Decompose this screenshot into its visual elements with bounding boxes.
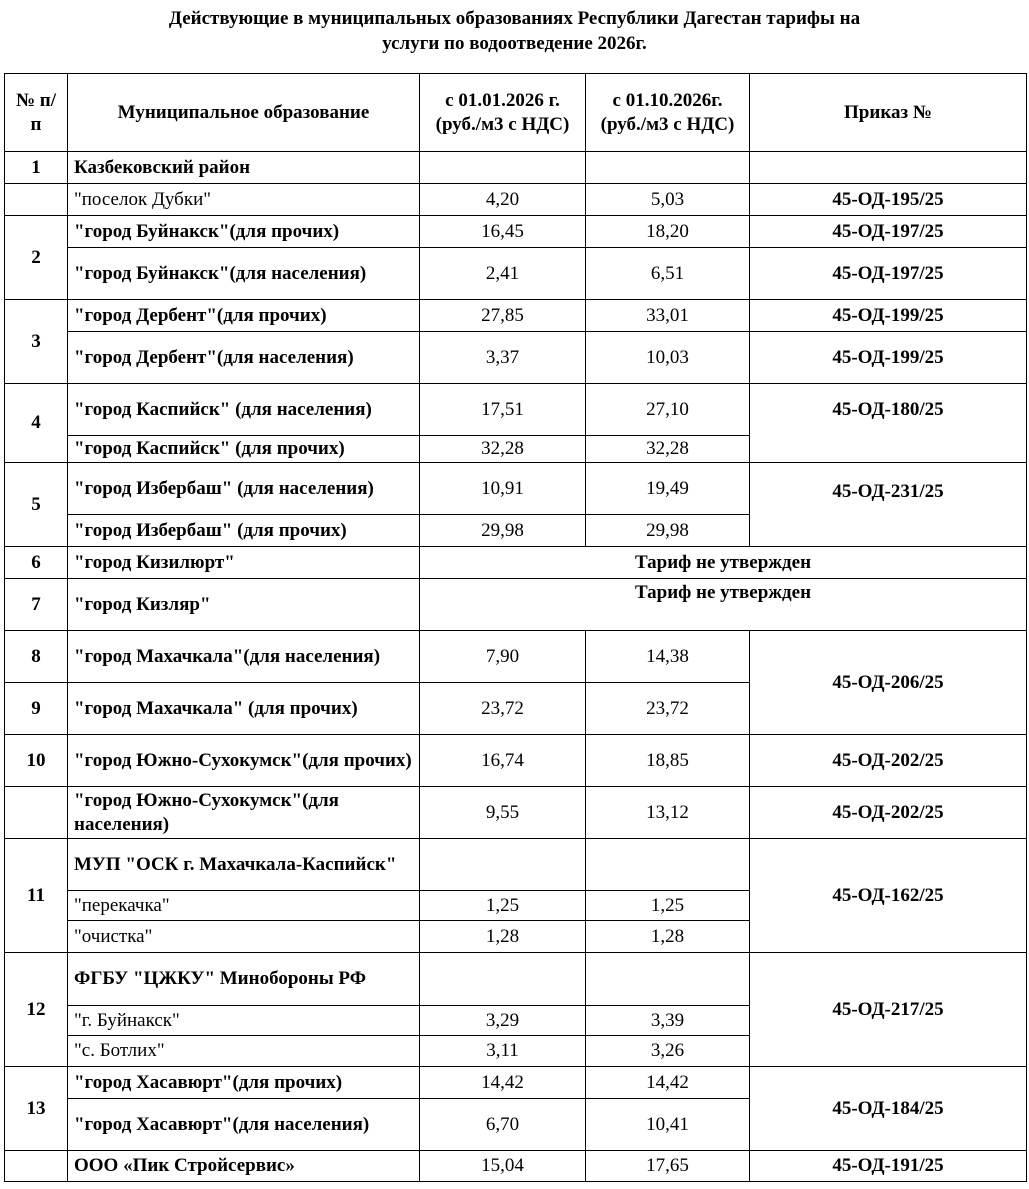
row-name: "город Хасавюрт"(для прочих) <box>68 1067 420 1099</box>
row-name: "город Хасавюрт"(для населения) <box>68 1099 420 1151</box>
row-num <box>5 184 68 216</box>
row-order: 45-ОД-202/25 <box>750 787 1027 839</box>
row-num: 3 <box>5 300 68 384</box>
row-rate-jan: 9,55 <box>420 787 586 839</box>
table-row <box>5 735 1027 787</box>
table-row <box>5 787 1027 839</box>
table-row <box>5 1067 1027 1099</box>
row-rate-oct <box>586 839 750 891</box>
row-name: "с. Ботлих" <box>68 1036 420 1067</box>
row-name: "г. Буйнакск" <box>68 1006 420 1036</box>
row-name: ФГБУ "ЦЖКУ" Минобороны РФ <box>68 953 420 1006</box>
row-rate-oct: 18,20 <box>586 216 750 248</box>
table-row <box>5 300 1027 332</box>
row-num: 13 <box>5 1067 68 1151</box>
table-row <box>5 152 1027 184</box>
row-rate-jan <box>420 152 586 184</box>
row-order: 45-ОД-202/25 <box>750 735 1027 787</box>
row-name: МУП "ОСК г. Махачкала-Каспийск" <box>68 839 420 891</box>
header-num: № п/п <box>5 74 68 152</box>
row-rate-jan: 2,41 <box>420 248 586 300</box>
row-num: 8 <box>5 631 68 683</box>
table-row <box>5 579 1027 631</box>
title-line-2: услуги по водоотведение 2026г. <box>382 33 647 54</box>
header-rate-oct: с 01.10.2026г. (руб./м3 с НДС) <box>586 74 750 152</box>
table-row <box>5 332 1027 384</box>
row-rate-jan: 16,45 <box>420 216 586 248</box>
table-row <box>5 248 1027 300</box>
row-num <box>5 787 68 839</box>
row-num: 10 <box>5 735 68 787</box>
row-rate-jan: 3,11 <box>420 1036 586 1067</box>
row-rate-oct <box>586 953 750 1006</box>
row-rate-jan: 16,74 <box>420 735 586 787</box>
row-order: 45-ОД-195/25 <box>750 184 1027 216</box>
row-rate-jan: 17,51 <box>420 384 586 436</box>
row-order: 45-ОД-162/25 <box>750 839 1027 953</box>
row-num: 9 <box>5 683 68 735</box>
row-rate-oct: 3,26 <box>586 1036 750 1067</box>
table-row <box>5 1151 1027 1182</box>
table-row <box>5 953 1027 1006</box>
row-rate-jan: 23,72 <box>420 683 586 735</box>
row-rate-jan: 3,37 <box>420 332 586 384</box>
row-rate-jan: 7,90 <box>420 631 586 683</box>
row-name: "город Южно-Сухокумск"(для прочих) <box>68 735 420 787</box>
row-rate-jan: 15,04 <box>420 1151 586 1182</box>
row-order: 45-ОД-197/25 <box>750 216 1027 248</box>
row-order <box>750 152 1027 184</box>
row-rate-oct <box>586 152 750 184</box>
row-name: "город Южно-Сухокумск"(для населения) <box>68 787 420 839</box>
table-row <box>5 216 1027 248</box>
header-rate-jan: с 01.01.2026 г. (руб./м3 с НДС) <box>420 74 586 152</box>
header-order: Приказ № <box>750 74 1027 152</box>
row-rate-oct: 27,10 <box>586 384 750 436</box>
table-header-row <box>5 74 1027 152</box>
row-rate-oct: 29,98 <box>586 515 750 547</box>
row-rate-oct: 6,51 <box>586 248 750 300</box>
row-rate-jan: 10,91 <box>420 463 586 515</box>
table-row <box>5 547 1027 579</box>
row-rate-oct: 33,01 <box>586 300 750 332</box>
row-rate-jan: 29,98 <box>420 515 586 547</box>
row-order: 45-ОД-199/25 <box>750 332 1027 384</box>
row-name: Казбековский район <box>68 152 420 184</box>
table-row <box>5 184 1027 216</box>
row-order: 45-ОД-191/25 <box>750 1151 1027 1182</box>
row-name: "город Каспийск" (для населения) <box>68 384 420 436</box>
row-rate-jan: 3,29 <box>420 1006 586 1036</box>
row-name: "город Избербаш" (для населения) <box>68 463 420 515</box>
row-order: 45-ОД-199/25 <box>750 300 1027 332</box>
row-rate-oct: 1,25 <box>586 891 750 921</box>
row-name: "город Дербент"(для прочих) <box>68 300 420 332</box>
row-name: "город Буйнакск"(для прочих) <box>68 216 420 248</box>
tariff-table <box>4 73 1027 1182</box>
row-rate-oct: 13,12 <box>586 787 750 839</box>
row-num: 2 <box>5 216 68 300</box>
document-title <box>0 6 1029 56</box>
row-name: "город Избербаш" (для прочих) <box>68 515 420 547</box>
row-rate-oct: 18,85 <box>586 735 750 787</box>
row-rate-oct: 32,28 <box>586 436 750 463</box>
table-row <box>5 631 1027 683</box>
row-name: "очистка" <box>68 921 420 953</box>
row-num: 11 <box>5 839 68 953</box>
row-rate-jan: 1,28 <box>420 921 586 953</box>
row-rate-oct: 14,38 <box>586 631 750 683</box>
row-rate-oct: 1,28 <box>586 921 750 953</box>
table-row <box>5 839 1027 891</box>
row-name: "город Махачкала" (для прочих) <box>68 683 420 735</box>
row-rate-jan: 6,70 <box>420 1099 586 1151</box>
row-num: 12 <box>5 953 68 1067</box>
row-rate-oct: 10,03 <box>586 332 750 384</box>
row-order: 45-ОД-217/25 <box>750 953 1027 1067</box>
row-rate-oct: 19,49 <box>586 463 750 515</box>
row-rate-jan: 14,42 <box>420 1067 586 1099</box>
row-order: 45-ОД-184/25 <box>750 1067 1027 1151</box>
row-rate-jan: 4,20 <box>420 184 586 216</box>
row-rate-oct: 17,65 <box>586 1151 750 1182</box>
row-rate-jan: 27,85 <box>420 300 586 332</box>
tariff-not-approved: Тариф не утвержден <box>420 547 1027 579</box>
row-rate-jan: 1,25 <box>420 891 586 921</box>
tariff-not-approved: Тариф не утвержден <box>420 579 1027 631</box>
row-name: "город Буйнакск"(для населения) <box>68 248 420 300</box>
header-municipality: Муниципальное образование <box>68 74 420 152</box>
row-order: 45-ОД-180/25 <box>750 384 1027 463</box>
title-line-1: Действующие в муниципальных образованиях Республики Дагестан тарифы на <box>168 8 861 29</box>
row-rate-oct: 23,72 <box>586 683 750 735</box>
row-name: ООО «Пик Стройсервис» <box>68 1151 420 1182</box>
row-rate-oct: 3,39 <box>586 1006 750 1036</box>
row-num: 5 <box>5 463 68 547</box>
row-order: 45-ОД-231/25 <box>750 463 1027 547</box>
row-rate-jan <box>420 953 586 1006</box>
row-name: "город Дербент"(для населения) <box>68 332 420 384</box>
row-order: 45-ОД-197/25 <box>750 248 1027 300</box>
row-order: 45-ОД-206/25 <box>750 631 1027 735</box>
row-name: "перекачка" <box>68 891 420 921</box>
row-name: "город Махачкала"(для населения) <box>68 631 420 683</box>
row-rate-oct: 14,42 <box>586 1067 750 1099</box>
row-name: "город Кизилюрт" <box>68 547 420 579</box>
row-num: 7 <box>5 579 68 631</box>
row-num: 6 <box>5 547 68 579</box>
row-rate-jan: 32,28 <box>420 436 586 463</box>
row-rate-jan <box>420 839 586 891</box>
table-row <box>5 384 1027 436</box>
row-rate-oct: 10,41 <box>586 1099 750 1151</box>
row-num: 4 <box>5 384 68 463</box>
row-num: 1 <box>5 152 68 184</box>
row-rate-oct: 5,03 <box>586 184 750 216</box>
row-name: "город Каспийск" (для прочих) <box>68 436 420 463</box>
table-row <box>5 463 1027 515</box>
row-name: "поселок Дубки" <box>68 184 420 216</box>
row-num <box>5 1151 68 1182</box>
row-name: "город Кизляр" <box>68 579 420 631</box>
